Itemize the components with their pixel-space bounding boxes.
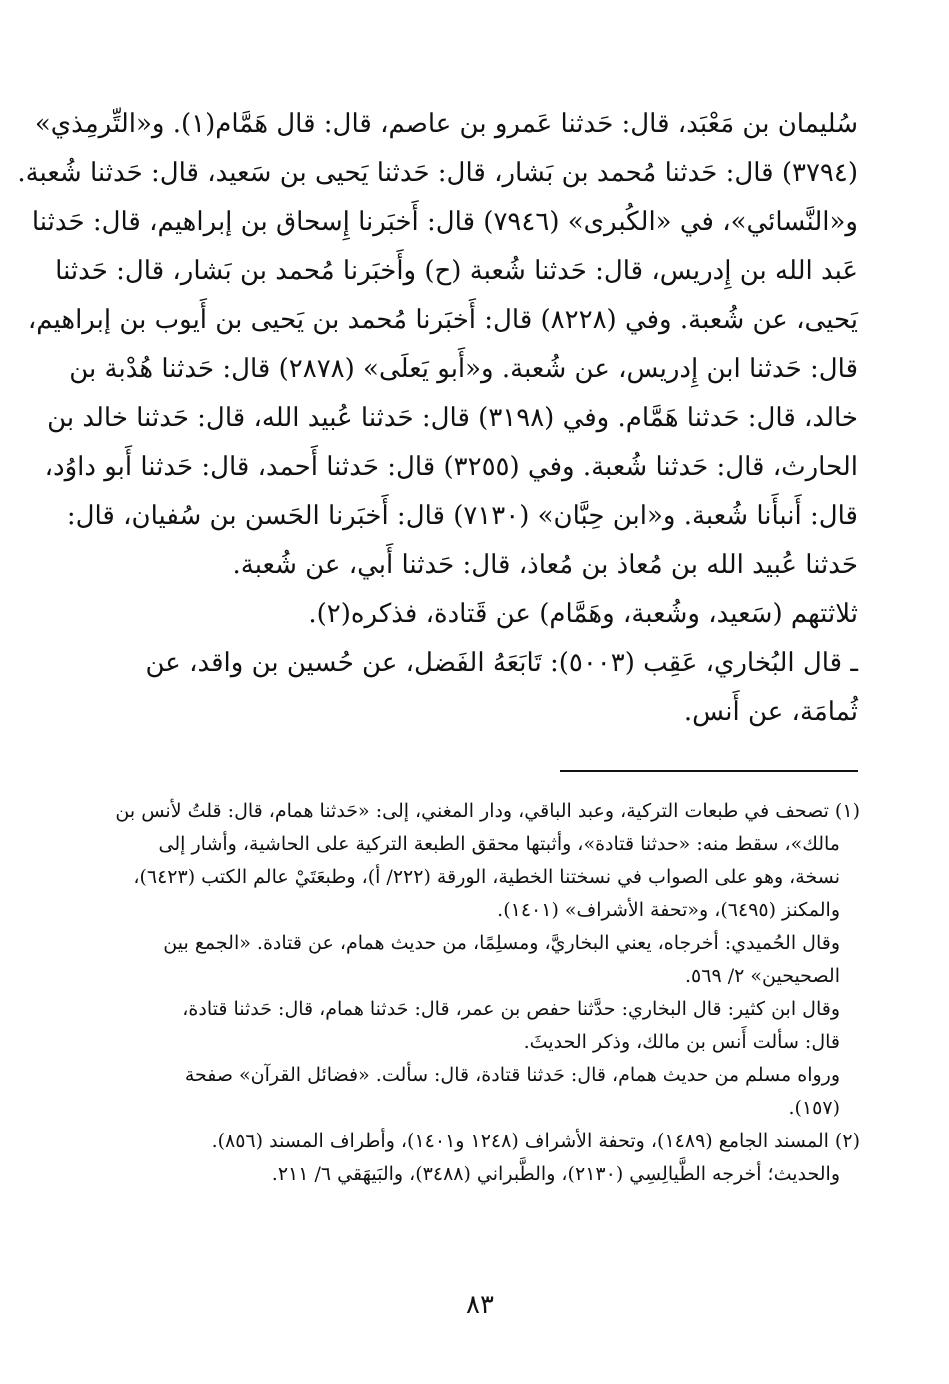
footnote-line: وقال ابن كثير: قال البخاري: حدَّثنا حفص بن عمر، قال: حَدثنا همام، قال: حَدثنا قتادة،: [182, 998, 840, 1020]
footnote-separator: [560, 770, 858, 772]
main-line: ثلاثتهم (سَعيد، وشُعبة، وهَمَّام) عن قَتادة، فذكره(٢).: [308, 599, 858, 629]
main-text: [17, 100, 858, 737]
main-line: و«النَّسائي»، في «الكُبرى» (٧٩٤٦) قال: أَخبَرنا إِسحاق بن إبراهيم، قال: حَدثنا: [31, 207, 858, 237]
main-line: (٣٧٩٤) قال: حَدثنا مُحمد بن بَشار، قال: حَدثنا يَحيى بن سَعيد، قال: حَدثنا شُعبة.: [17, 158, 858, 188]
main-line: سُليمان بن مَعْبَد، قال: حَدثنا عَمرو بن عاصم، قال: قال هَمَّام(١). و«التِّرمِذي»: [34, 109, 858, 139]
footnote-line: (٢) المسند الجامع (١٤٨٩)، وتحفة الأشراف (١٢٤٨ و١٤٠١)، وأطراف المسند (٨٥٦).: [211, 1130, 860, 1152]
footnote-line: والمكنز (٦٤٩٥)، و«تحفة الأشراف» (١٤٠١).: [497, 899, 840, 921]
footnote-line: ورواه مسلم من حديث همام، قال: حَدثنا قتادة، قال: سألت. «فضائل القرآن» صفحة: [184, 1064, 840, 1086]
footnote-line: وقال الحُميدي: أخرجاه، يعني البخاريَّ، ومسلِمًا، من حديث همام، عن قتادة. «الجمع بين: [163, 932, 840, 954]
footnote-line: نسخة، وهو على الصواب في نسختنا الخطية، الورقة (٢٢٢/ أ)، وطبعَتَيْ عالم الكتب (٦٤٢٣)،: [133, 866, 840, 888]
footnotes: [115, 795, 860, 1191]
footnote-line: مالك»، سقط منه: «حدثنا قتادة»، وأثبتها محقق الطبعة التركية على الحاشية، وأشار إلى: [158, 833, 840, 855]
main-line: الحارث، قال: حَدثنا شُعبة. وفي (٣٢٥٥) قال: حَدثنا أَحمد، قال: حَدثنا أَبو داوُد،: [44, 452, 858, 482]
main-line: عَبد الله بن إِدريس، قال: حَدثنا شُعبة (ح) وأَخبَرنا مُحمد بن بَشار، قال: حَدثنا: [55, 256, 858, 286]
footnote-line: والحديث؛ أخرجه الطَّيالِسِي (٢١٣٠)، والطَّبراني (٣٤٨٨)، والبَيهَقي ٦/ ٢١١.: [271, 1163, 840, 1185]
page-number: ٨٣: [466, 1290, 494, 1320]
main-line: قال: أَنبأَنا شُعبة. و«ابن حِبَّان» (٧١٣٠) قال: أَخبَرنا الحَسن بن سُفيان، قال:: [66, 501, 858, 531]
footnote-line: الصحيحين» ٢/ ٥٦٩.: [684, 965, 840, 987]
main-line: ـ قال البُخاري، عَقِب (٥٠٠٣): تَابَعَهُ الفَضل، عن حُسين بن واقد، عن: [145, 648, 858, 678]
main-line: قال: حَدثنا ابن إِدريس، عن شُعبة. و«أَبو يَعلَى» (٢٨٧٨) قال: حَدثنا هُدْبة بن: [69, 354, 858, 384]
main-line: ثُمامَة، عن أَنس.: [683, 697, 858, 727]
main-line: يَحيى، عن شُعبة. وفي (٨٢٢٨) قال: أَخبَرنا مُحمد بن يَحيى بن أَيوب بن إبراهيم،: [27, 305, 858, 335]
footnote-line: (١) تصحف في طبعات التركية، وعبد الباقي، ودار المغني، إلى: «حَدثنا همام، قال: قلتُ لأنس بن: [115, 800, 860, 822]
footnote-line: (١٥٧).: [788, 1097, 840, 1119]
footnote-line: قال: سألت أَنس بن مالك، وذكر الحديثَ.: [523, 1031, 840, 1053]
main-line: حَدثنا عُبيد الله بن مُعاذ بن مُعاذ، قال: حَدثنا أَبي، عن شُعبة.: [232, 550, 858, 580]
main-line: خالد، قال: حَدثنا هَمَّام. وفي (٣١٩٨) قال: حَدثنا عُبيد الله، قال: حَدثنا خالد بن: [47, 403, 858, 433]
